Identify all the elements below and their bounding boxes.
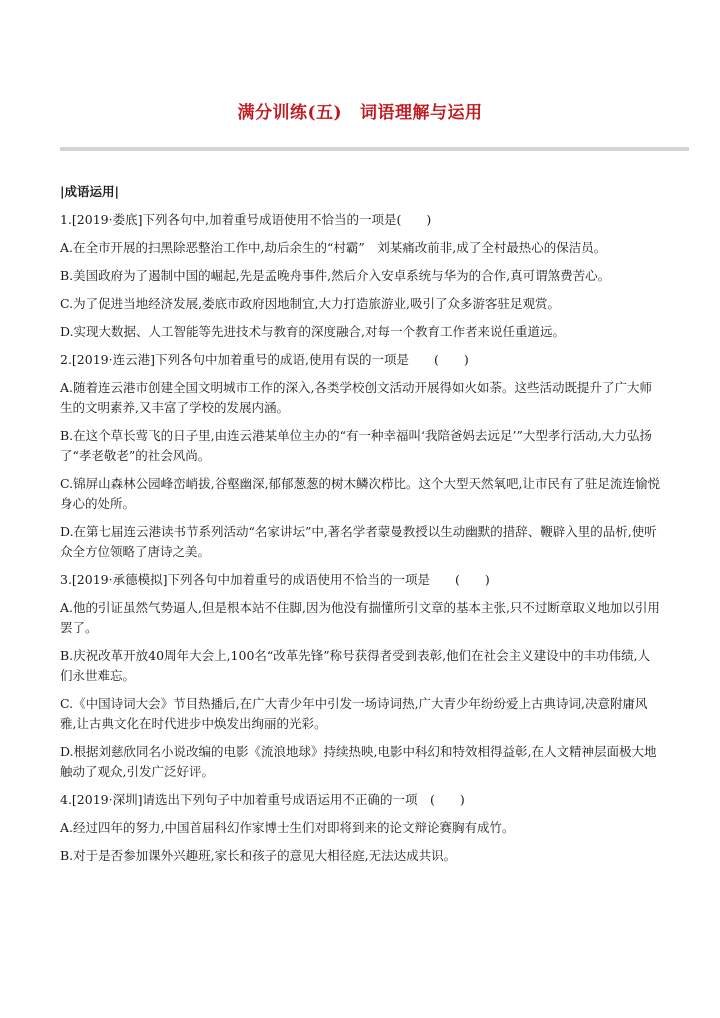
option-b: B.对于是否参加课外兴趣班,家长和孩子的意见大相径庭,无法达成共识。: [60, 848, 457, 863]
question-2: [60, 350, 662, 562]
question-stem: 1.[2019·娄底]下列各句中,加着重号成语使用不恰当的一项是( ): [60, 212, 432, 227]
option-d: D.根据刘慈欣同名小说改编的电影《流浪地球》持续热映,电影中科幻和特效相得益彰,在人文精神层面极大地触动了观众,引发广泛好评。: [60, 744, 657, 779]
question-stem: 3.[2019·承德模拟]下列各句中加着重号的成语使用不恰当的一项是 ( ): [60, 572, 490, 587]
option-a: A.经过四年的努力,中国首届科幻作家博士生们对即将到来的论文辩论赛胸有成竹。: [60, 820, 515, 835]
question-4: [60, 790, 662, 866]
option-c: C.《中国诗词大会》节目热播后,在广大青少年中引发一场诗词热,广大青少年纷纷爱上古典诗词,决意附庸风雅,让古典文化在时代进步中焕发出绚丽的光彩。: [60, 696, 648, 731]
option-b: B.美国政府为了遏制中国的崛起,先是孟晚舟事件,然后介入安卓系统与华为的合作,真可谓煞费苦心。: [60, 268, 611, 283]
exercise-content: [60, 182, 662, 874]
question-stem: 2.[2019·连云港]下列各句中加着重号的成语,使用有误的一项是 ( ): [60, 352, 469, 367]
option-a: A.在全市开展的扫黑除恶整治工作中,劫后余生的“村霸” 刘某痛改前非,成了全村最热心的保洁员。: [60, 240, 607, 255]
question-stem: 4.[2019·深圳]请选出下列句子中加着重号成语运用不正确的一项 ( ): [60, 792, 465, 807]
title-sub: 词语理解与运用: [360, 103, 483, 123]
question-1: [60, 210, 662, 342]
page-title: [0, 98, 720, 123]
title-main: 满分训练(五): [237, 103, 343, 123]
title-divider: [60, 147, 689, 151]
option-c: C.为了促进当地经济发展,娄底市政府因地制宜,大力打造旅游业,吸引了众多游客驻足观赏。: [60, 296, 561, 311]
section-heading: |成语运用|: [60, 184, 120, 199]
question-3: [60, 570, 662, 782]
option-d: D.在第七届连云港读书节系列活动“名家讲坛”中,著名学者蒙曼教授以生动幽默的措辞、鞭辟入里的品析,使听众全方位领略了唐诗之美。: [60, 524, 657, 559]
option-b: B.在这个草长莺飞的日子里,由连云港某单位主办的“有一种幸福叫‘我陪爸妈去远足’”大型孝行活动,大力弘扬了“孝老敬老”的社会风尚。: [60, 428, 652, 463]
option-c: C.锦屏山森林公园峰峦峭拔,谷壑幽深,郁郁葱葱的树木鳞次栉比。这个大型天然氧吧,让市民有了驻足流连愉悦身心的处所。: [60, 476, 661, 511]
option-a: A.他的引证虽然气势逼人,但是根本站不住脚,因为他没有揣懂所引文章的基本主张,只不过断章取义地加以引用罢了。: [60, 600, 660, 635]
option-b: B.庆祝改革开放40周年大会上,100名“改革先锋”称号获得者受到表彰,他们在社会主义建设中的丰功伟绩,人们永世难忘。: [60, 648, 651, 683]
option-d: D.实现大数据、人工智能等先进技术与教育的深度融合,对每一个教育工作者来说任重道远。: [60, 324, 566, 339]
option-a: A.随着连云港市创建全国文明城市工作的深入,各类学校创文活动开展得如火如荼。这些活动既提升了广大师生的文明素养,又丰富了学校的发展内涵。: [60, 380, 652, 415]
